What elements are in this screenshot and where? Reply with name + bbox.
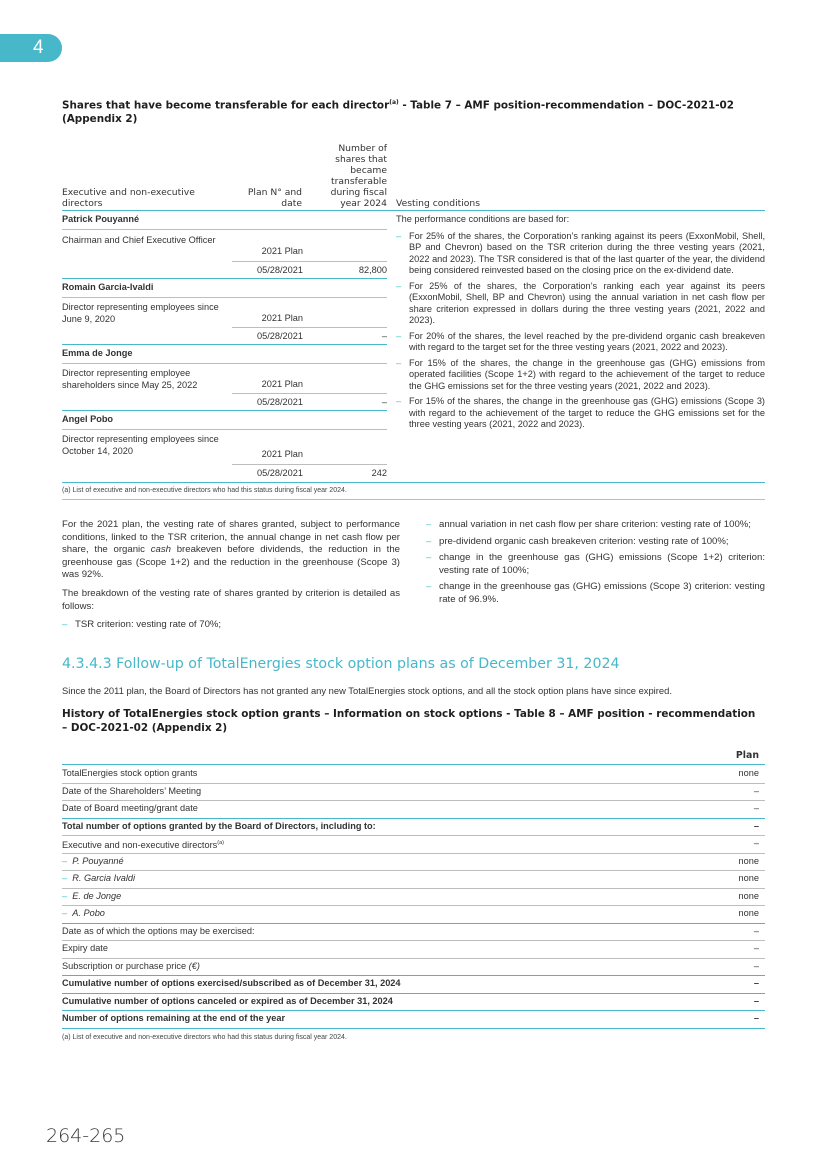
row-label: Date as of which the options may be exercised: (62, 925, 255, 936)
row-divider (232, 261, 387, 262)
director-plan: 2021 Plan (261, 379, 303, 389)
table-row (62, 765, 765, 783)
table-row (62, 870, 765, 888)
table-row (62, 975, 765, 993)
row-label-unit: (€) (188, 960, 200, 971)
row-label-text: A. Pobo (72, 908, 105, 918)
table7-header-director: Executive and non-executive directors (62, 187, 195, 209)
director-role: Director representing employee shareholders since May 25, 2022 (62, 368, 198, 390)
table7-header-shares: Number of shares that became transferable during fiscal year 2024 (330, 143, 387, 209)
director-plan-date: 05/28/2021 (257, 397, 303, 407)
table7-footnote-rule (62, 499, 765, 500)
table7-title (62, 96, 734, 126)
director-shares: – (381, 397, 387, 407)
table-row (62, 1010, 765, 1028)
body-paragraph (62, 519, 400, 582)
row-label (62, 853, 124, 871)
director-role: Chairman and Chief Executive Officer (62, 235, 216, 245)
table-row (62, 800, 765, 818)
director-row (62, 345, 387, 412)
table-row (62, 923, 765, 941)
director-shares: 242 (371, 468, 387, 478)
table7-title-rest: - Table 7 – AMF position-recommendation – DOC-2021-02 (398, 99, 735, 112)
row-label: Expiry date (62, 943, 108, 953)
row-value: none (738, 855, 759, 866)
director-plan-date: 05/28/2021 (257, 331, 303, 341)
table8-title-line2: – DOC-2021-02 (Appendix 2) (62, 722, 228, 734)
row-label-text: P. Pouyanné (72, 855, 124, 866)
director-plan-date: 05/28/2021 (257, 468, 303, 478)
row-divider (232, 393, 387, 394)
director-plan: 2021 Plan (261, 313, 303, 323)
row-value: – (753, 1013, 759, 1023)
row-value: – (753, 943, 759, 953)
director-name: Romain Garcia-Ivaldi (62, 282, 154, 292)
list-item: – change in the greenhouse gas (GHG) emissions (Scope 3) criterion: vesting rate of 96.9%. (426, 581, 765, 606)
row-label: Number of options remaining at the end of the year (62, 1013, 286, 1023)
body-paragraph: The breakdown of the vesting rate of shares granted by criterion is detailed as follows: (62, 587, 400, 612)
row-divider (62, 363, 387, 364)
section-title: 4.3.4.3 Follow-up of TotalEnergies stock option plans as of December 31, 2024 (62, 656, 620, 672)
director-name: Angel Pobo (62, 414, 114, 424)
table7-header-vesting: Vesting conditions (396, 198, 481, 209)
row-label (62, 905, 105, 923)
vesting-item: – For 25% of the shares, the Corporation’s ranking each year against its peers (ExxonMobil, Shell, BP and Chevron) using the annual variation in net cash flow per share criterion expressed in dollars during the three vesting years (2021, 2022 and 2023). (396, 281, 765, 327)
body-right-column (426, 519, 765, 611)
row-value: – (753, 838, 759, 848)
row-divider (232, 327, 387, 328)
table8-col-header: Plan (735, 750, 759, 761)
table-row (62, 958, 765, 976)
body-text-emphasis: cash (150, 544, 171, 556)
table-row (62, 940, 765, 958)
vesting-intro: The performance conditions are based for: (396, 214, 570, 224)
vesting-item: – For 15% of the shares, the change in the greenhouse gas (GHG) emissions from operated facilities (Scope 1+2) with regard to the achievement of the target to reduce the GHG emissions set for the three vesting years (2021, 2022 and 2023). (396, 358, 765, 393)
director-shares: 82,800 (358, 265, 387, 275)
director-shares: – (381, 331, 387, 341)
row-divider (62, 429, 387, 430)
row-label: Date of Board meeting/grant date (62, 803, 198, 813)
table-row (62, 993, 765, 1011)
table8-footnote: (a) List of executive and non-executive directors who had this status during fiscal year 2024. (62, 1034, 347, 1041)
row-value: – (753, 803, 759, 813)
director-row (62, 279, 387, 346)
table7-header-plan: Plan N° and date (247, 187, 302, 209)
director-name: Patrick Pouyanné (62, 214, 140, 224)
row-label-text: Executive and non-executive directors (62, 840, 218, 851)
chapter-tab: 4 (0, 34, 62, 62)
row-divider (62, 297, 387, 298)
table7-title-main: Shares that have become transferable for each director (62, 99, 390, 112)
table8-bottom-rule (62, 1028, 765, 1029)
table8-title-line1: History of TotalEnergies stock option grants – Information on stock options - Table 8 – AMF position - recommendation (62, 708, 756, 720)
row-value: none (738, 890, 759, 901)
row-label: Cumulative number of options canceled or expired as of December 31, 2024 (62, 995, 393, 1006)
table7-header (62, 138, 765, 210)
table8-title (62, 707, 755, 735)
row-value: – (753, 925, 759, 936)
dash-bullet: – (62, 873, 73, 883)
director-row (62, 411, 387, 483)
vesting-item: – For 20% of the shares, the level reached by the pre-dividend organic cash breakeven with regard to the target set for the three vesting years (2021, 2022 and 2023). (396, 331, 765, 354)
table7-title-sup: (a) (389, 99, 399, 106)
row-value: – (753, 960, 759, 971)
row-label-text: R. Garcia Ivaldi (72, 873, 136, 883)
table-row (62, 853, 765, 871)
row-value: none (738, 768, 759, 778)
row-label (62, 888, 121, 906)
row-value: – (753, 820, 759, 831)
row-label: Total number of options granted by the Board of Directors, including to: (62, 820, 376, 831)
director-plan: 2021 Plan (261, 449, 303, 459)
row-value: – (753, 978, 759, 988)
director-role: Director representing employees since October 14, 2020 (62, 434, 219, 456)
body-left-column (62, 519, 400, 636)
table7-bottom-rule (62, 482, 765, 483)
page-number: 264-265 (46, 1125, 126, 1147)
dash-bullet: – (62, 908, 73, 918)
list-item: – annual variation in net cash flow per share criterion: vesting rate of 100%; (426, 519, 765, 532)
dash-bullet: – (62, 855, 73, 866)
body-text: For the 2021 plan, the vesting rate of shares granted, subject to performance conditions, linked to the TSR criterion, the annual change in net cash flow per share, the organic (62, 519, 400, 556)
row-value: none (738, 873, 759, 883)
table-row (62, 818, 765, 836)
director-name: Emma de Jonge (62, 348, 133, 358)
list-item: – TSR criterion: vesting rate of 70%; (62, 619, 400, 632)
table-row (62, 835, 765, 853)
table-row (62, 888, 765, 906)
vesting-conditions (396, 214, 765, 435)
row-label (62, 958, 200, 976)
row-label-sup: (a) (217, 840, 224, 846)
row-value: – (753, 785, 759, 796)
row-value: – (753, 995, 759, 1006)
section-intro: Since the 2011 plan, the Board of Directors has not granted any new TotalEnergies stock options, and all the stock option plans have since expired. (62, 685, 672, 696)
vesting-item: – For 15% of the shares, the change in the greenhouse gas (GHG) emissions (Scope 3) with regard to the achievement of the target to reduce the GHG emissions set for the three vesting years (2021, 2022 and 2023). (396, 396, 765, 431)
row-label-text: Subscription or purchase price (62, 960, 189, 971)
row-label (62, 870, 135, 888)
row-label: TotalEnergies stock option grants (62, 768, 198, 778)
row-label-text: E. de Jonge (72, 890, 122, 901)
dash-bullet: – (62, 890, 73, 901)
director-role: Director representing employees since June 9, 2020 (62, 302, 219, 324)
director-plan-date: 05/28/2021 (257, 265, 303, 275)
row-divider (232, 464, 387, 465)
body-text: breakeven before dividends, the reduction in the greenhouse gas (Scope 1+2) and the reduction in the greenhouse (Scope 3) was 92%. (62, 544, 400, 581)
list-item: – change in the greenhouse gas (GHG) emissions (Scope 1+2) criterion: vesting rate of 100%; (426, 552, 765, 577)
table-row (62, 905, 765, 923)
row-value: none (738, 908, 759, 918)
table-row (62, 783, 765, 801)
vesting-item: – For 25% of the shares, the Corporation’s ranking against its peers (ExxonMobil, Shell, BP and Chevron) based on the TSR criterion during the three vesting years (2021, 2022 and 2023). The TSR considered is that of the last quarter of the year, the dividend being considered reinvested based on the closing price on the ex-dividend date. (396, 231, 765, 277)
row-label: Cumulative number of options exercised/subscribed as of December 31, 2024 (62, 978, 401, 988)
row-label: Date of the Shareholders’ Meeting (62, 785, 202, 796)
table7-footnote: (a) List of executive and non-executive directors who had this status during fiscal year 2024. (62, 487, 347, 494)
director-plan: 2021 Plan (261, 246, 303, 256)
list-item: – pre-dividend organic cash breakeven criterion: vesting rate of 100%; (426, 536, 765, 549)
table7-title-line2: (Appendix 2) (62, 113, 138, 126)
row-divider (62, 229, 387, 230)
director-row (62, 211, 387, 278)
